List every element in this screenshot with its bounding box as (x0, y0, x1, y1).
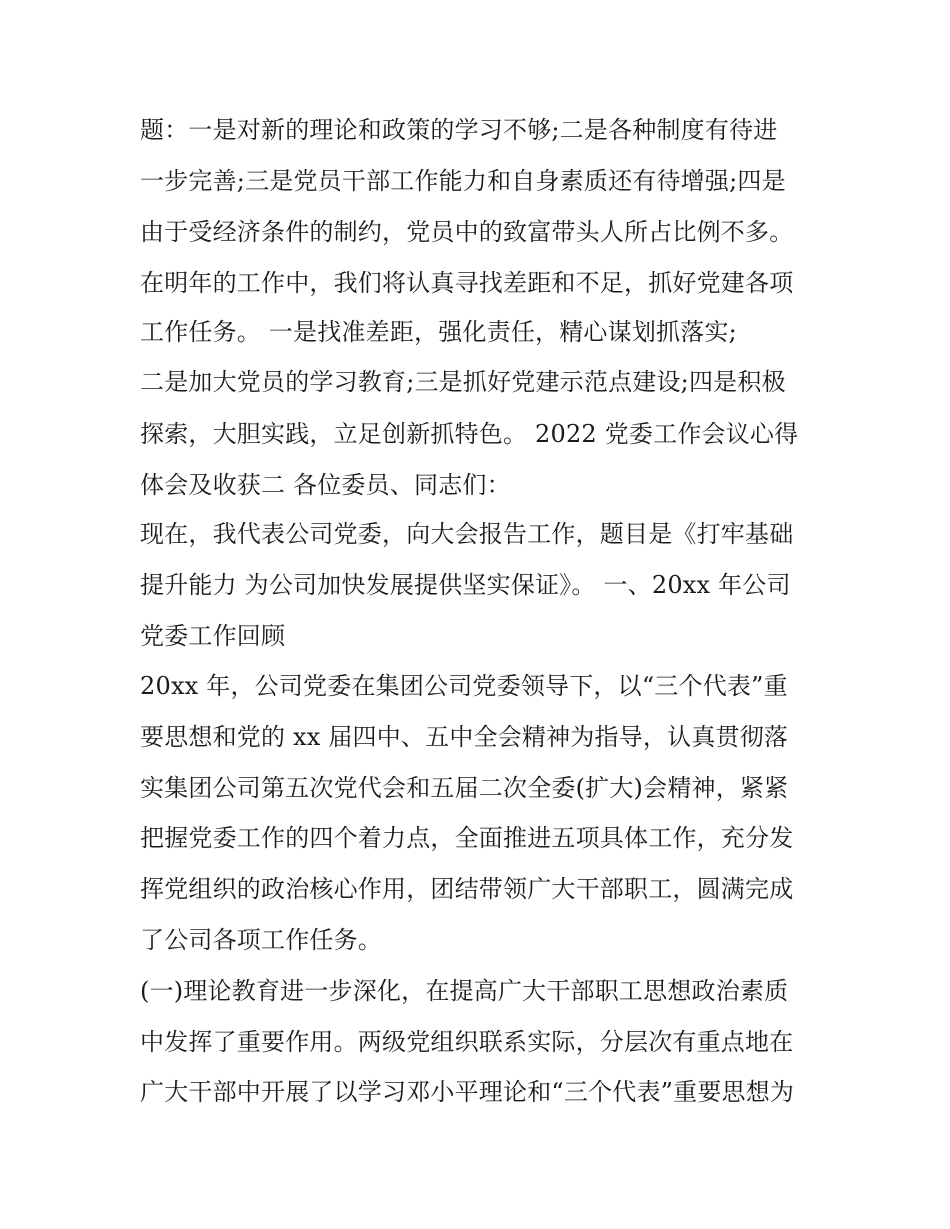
text-line: 党委工作回顾 (140, 622, 286, 650)
text-line: 20xx 年，公司党委在集团公司党委领导下，以“三个代表”重 (140, 672, 788, 700)
text-line: 二是加大党员的学习教育;三是抓好党建示范点建设;四是积极 (140, 368, 786, 396)
text-line: 题：一是对新的理论和政策的学习不够;二是各种制度有待进 (140, 116, 778, 144)
text-line: 一步完善;三是党员干部工作能力和自身素质还有待增强;四是 (140, 167, 786, 195)
text-line: 挥党组织的政治核心作用，团结带领广大干部职工，圆满完成 (140, 875, 794, 903)
text-line: (一)理论教育进一步深化，在提高广大干部职工思想政治素质 (140, 977, 789, 1005)
text-line: 工作任务。 一是找准差距，强化责任，精心谋划抓落实; (140, 318, 737, 346)
text-line: 体会及收获二 各位委员、同志们： (140, 471, 511, 499)
text-line: 由于受经济条件的制约，党员中的致富带头人所占比例不多。 (140, 218, 794, 246)
text-line: 中发挥了重要作用。两级党组织联系实际，分层次有重点地在 (140, 1028, 794, 1056)
text-line: 探索，大胆实践，立足创新抓特色。 2022 党委工作会议心得 (140, 420, 799, 448)
text-line: 了公司各项工作任务。 (140, 926, 382, 954)
text-line: 实集团公司第五次党代会和五届二次全委(扩大)会精神，紧紧 (140, 774, 789, 802)
text-line: 要思想和党的 xx 届四中、五中全会精神为指导，认真贯彻落 (140, 723, 789, 751)
text-line: 提升能力 为公司加快发展提供坚实保证》。 一、20xx 年公司 (140, 571, 791, 599)
text-line: 现在，我代表公司党委，向大会报告工作，题目是《打牢基础 (140, 520, 794, 548)
text-line: 广大干部中开展了以学习邓小平理论和“三个代表”重要思想为 (140, 1078, 795, 1106)
text-line: 把握党委工作的四个着力点，全面推进五项具体工作，充分发 (140, 824, 794, 852)
text-line: 在明年的工作中，我们将认真寻找差距和不足，抓好党建各项 (140, 269, 794, 297)
